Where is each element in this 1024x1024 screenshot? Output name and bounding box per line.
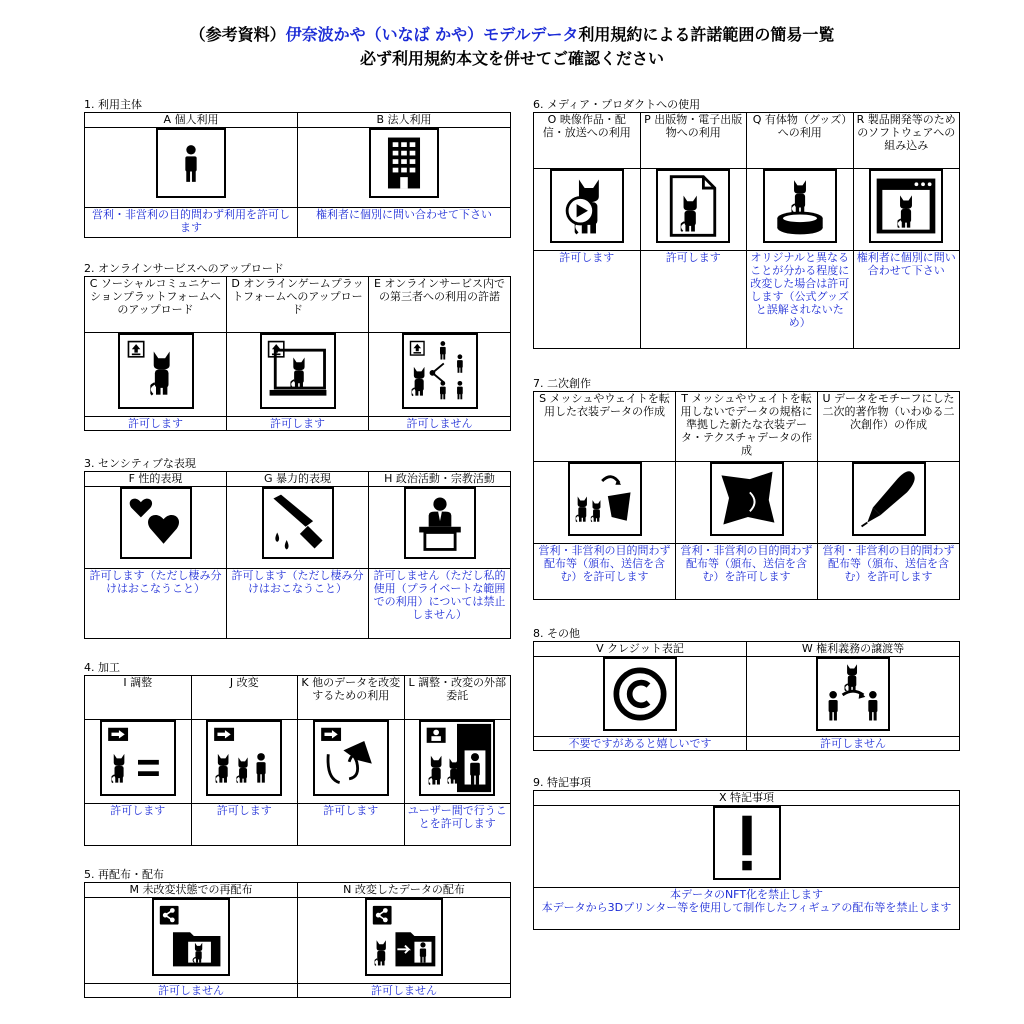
column-header: B 法人利用: [298, 113, 511, 128]
hearts-icon: [120, 487, 192, 559]
section-title: 2. オンラインサービスへのアップロード: [84, 262, 284, 275]
section-redistribution: [84, 868, 511, 998]
column-header: M 未改変状態での再配布: [85, 883, 298, 898]
column-header: D オンラインゲームプラットフォームへのアップロード: [227, 277, 369, 333]
software-icon: [869, 169, 943, 243]
result-text: 権利者に個別に問い合わせて下さい: [298, 208, 511, 238]
result-text: 許可します: [298, 804, 405, 846]
section-title: 8. その他: [533, 627, 580, 640]
upload-avatar-icon: [118, 333, 194, 409]
transfer-icon: [816, 657, 890, 731]
result-text: 許可します: [85, 804, 192, 846]
building-icon: [369, 128, 439, 198]
section-sensitive-expression: [84, 457, 511, 639]
person-icon: [156, 128, 226, 198]
result-text: オリジナルと異なることが分かる程度に改変した場合は許可します（公式グッズと誤解されないため）: [747, 251, 854, 349]
column-header: T メッシュやウェイトを転用しないでデータの規格に準拠した新たな衣装データ・テクスチャデータの作成: [676, 392, 818, 462]
section-title: 1. 利用主体: [84, 98, 142, 111]
column-header: C ソーシャルコミュニケーションプラットフォームへのアップロード: [85, 277, 227, 333]
ribbon-icon: [313, 720, 389, 796]
column-header: S メッシュやウェイトを転用した衣装データの作成: [534, 392, 676, 462]
section-title: 9. 特記事項: [533, 776, 591, 789]
adjust-icon: [100, 720, 176, 796]
exclamation-icon: [713, 806, 781, 880]
result-text: 不要ですがあると嬉しいです: [534, 737, 747, 751]
section-special-notes: [533, 776, 960, 930]
result-text: 許可しません: [298, 984, 511, 998]
permission-table: [84, 112, 511, 238]
result-text: 許可しません: [85, 984, 298, 998]
section-title: 5. 再配布・配布: [84, 868, 164, 881]
result-text: [534, 888, 960, 930]
section-processing: [84, 661, 511, 846]
column-header: J 改変: [191, 676, 298, 720]
result-text: 営利・非営利の目的問わず配布等（頒布、送信を含む）を許可します: [534, 544, 676, 600]
section-title: 4. 加工: [84, 661, 120, 674]
result-text: 許可します: [191, 804, 298, 846]
result-text: 許可します（ただし棲み分けはおこなうこと）: [85, 569, 227, 639]
section-others: [533, 627, 960, 751]
result-text: 許可しません: [747, 737, 960, 751]
section-title: 3. センシティブな表現: [84, 457, 196, 470]
column-header: L 調整・改変の外部委託: [404, 676, 511, 720]
section-title: 7. 二次創作: [533, 377, 591, 390]
result-text: 許可します: [227, 417, 369, 431]
result-text: 営利・非営利の目的問わず配布等（頒布、送信を含む）を許可します: [676, 544, 818, 600]
document-icon: [656, 169, 730, 243]
result-text: 営利・非営利の目的問わず利用を許可します: [85, 208, 298, 238]
section-usage-subject: [84, 98, 511, 238]
title-suffix: 利用規約による許諾範囲の簡易一覧: [578, 25, 835, 44]
section-title: 6. メディア・プロダクトへの使用: [533, 98, 701, 111]
column-header: E オンラインサービス内での第三者への利用の許諾: [369, 277, 511, 333]
upload-monitor-icon: [260, 333, 336, 409]
modify-icon: [206, 720, 282, 796]
page-subtitle: 必ず利用規約本文を併せてご確認ください: [359, 49, 664, 68]
column-header: U データをモチーフにした二次的著作物（いわゆる二次創作）の作成: [818, 392, 960, 462]
column-header: P 出版物・電子出版物への利用: [640, 113, 747, 169]
column-header: R 製品開発等のためのソフトウェアへの組み込み: [853, 113, 960, 169]
column-header: O 映像作品・配信・放送への利用: [534, 113, 641, 169]
column-header: H 政治活動・宗教活動: [369, 472, 511, 487]
permission-table: [533, 391, 960, 600]
permission-table: [533, 112, 960, 349]
permission-table: [84, 471, 511, 639]
result-text: 許可しません: [369, 417, 511, 431]
knife-icon: [262, 487, 334, 559]
permission-table: [84, 276, 511, 431]
section-online-upload: [84, 262, 511, 431]
costume-icon: [568, 462, 642, 536]
page-title: [0, 22, 1024, 45]
column-header: W 権利義務の譲渡等: [747, 642, 960, 657]
result-text: 許可します: [534, 251, 641, 349]
permission-table: [533, 790, 960, 930]
result-line: 本データのNFT化を禁止します: [669, 888, 824, 901]
column-header: N 改変したデータの配布: [298, 883, 511, 898]
result-text: 許可しません（ただし私的使用（プライベートな範囲での利用）については禁止しません）: [369, 569, 511, 639]
result-line: 本データから3Dプリンター等を使用して制作したフィギュアの配布等を禁止します: [541, 901, 952, 914]
fabric-icon: [710, 462, 784, 536]
pen-icon: [852, 462, 926, 536]
section-media-products: [533, 98, 960, 349]
share-users-icon: [402, 333, 478, 409]
column-header: V クレジット表記: [534, 642, 747, 657]
result-text: 許可します（ただし棲み分けはおこなうこと）: [227, 569, 369, 639]
column-header: A 個人利用: [85, 113, 298, 128]
column-header: K 他のデータを改変するための利用: [298, 676, 405, 720]
result-text: ユーザー間で行うことを許可します: [404, 804, 511, 846]
permission-table: [533, 641, 960, 751]
column-header: F 性的表現: [85, 472, 227, 487]
result-text: 許可します: [640, 251, 747, 349]
result-text: 権利者に個別に問い合わせて下さい: [853, 251, 960, 349]
share-modified-icon: [365, 898, 443, 976]
share-folder-icon: [152, 898, 230, 976]
result-text: 許可します: [85, 417, 227, 431]
podium-icon: [404, 487, 476, 559]
outsource-icon: [419, 720, 495, 796]
section-derivative-works: [533, 377, 960, 600]
result-text: 営利・非営利の目的問わず配布等（頒布、送信を含む）を許可します: [818, 544, 960, 600]
video-icon: [550, 169, 624, 243]
title-prefix: （参考資料）: [189, 25, 286, 44]
column-header: X 特記事項: [534, 791, 960, 806]
column-header: I 調整: [85, 676, 192, 720]
column-header: G 暴力的表現: [227, 472, 369, 487]
column-header: Q 有体物（グッズ）への利用: [747, 113, 854, 169]
title-model-name: 伊奈波かや（いなば かや）モデルデータ: [285, 25, 579, 44]
copyright-icon: [603, 657, 677, 731]
permission-table: [84, 882, 511, 998]
figure-icon: [763, 169, 837, 243]
permission-table: [84, 675, 511, 846]
